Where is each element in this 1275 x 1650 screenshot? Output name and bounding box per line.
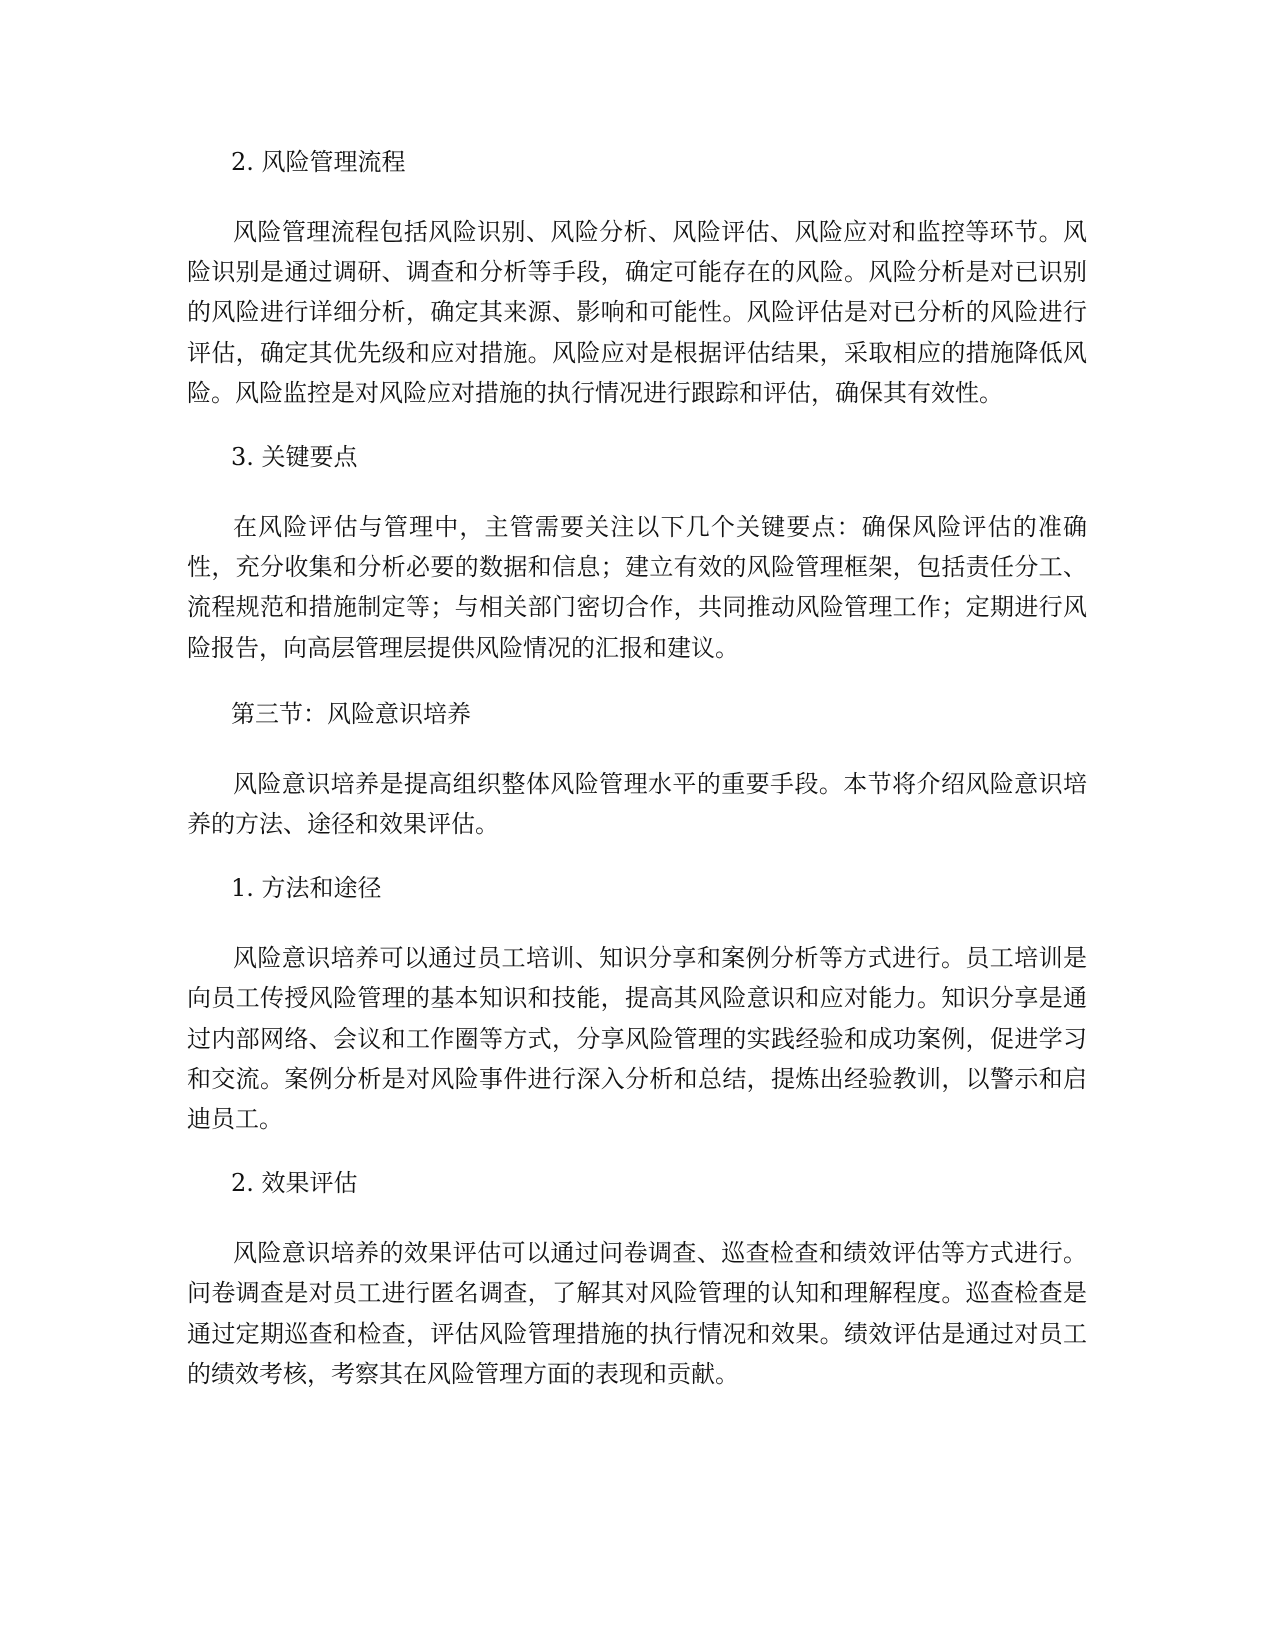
heading-effect-evaluation: 2. 效果评估 [231, 1169, 358, 1198]
paragraph-key-points: 在风险评估与管理中，主管需要关注以下几个关键要点：确保风险评估的准确性，充分收集和分析必要的数据和信息；建立有效的风险管理框架，包括责任分工、流程规范和措施制定等；与相关部门密切合作，共同推动风险管理工作；定期进行风险报告，向高层管理层提供风险情况的汇报和建议。 [187, 513, 1087, 662]
heading-risk-management-process: 2. 风险管理流程 [231, 148, 406, 176]
heading-key-points: 3. 关键要点 [231, 443, 358, 472]
paragraph-risk-awareness-intro: 风险意识培养是提高组织整体风险管理水平的重要手段。本节将介绍风险意识培养的方法、途径和效果评估。 [187, 769, 1087, 839]
paragraph-effect-evaluation: 风险意识培养的效果评估可以通过问卷调查、巡查检查和绩效评估等方式进行。问卷调查是对员工进行匿名调查，了解其对风险管理的认知和理解程度。巡查检查是通过定期巡查和检查，评估风险管理措施的执行情况和效果。绩效评估是通过对员工的绩效考核，考察其在风险管理方面的表现和贡献。 [187, 1239, 1087, 1388]
heading-methods-and-channels: 1. 方法和途径 [231, 874, 382, 903]
paragraph-methods-and-channels: 风险意识培养可以通过员工培训、知识分享和案例分析等方式进行。员工培训是向员工传授风险管理的基本知识和技能，提高其风险意识和应对能力。知识分享是通过内部网络、会议和工作圈等方式，分享风险管理的实践经验和成功案例，促进学习和交流。案例分析是对风险事件进行深入分析和总结，提炼出经验教训，以警示和启迪员工。 [187, 944, 1087, 1134]
document-body [187, 142, 1087, 1394]
section-title-risk-awareness: 第三节：风险意识培养 [231, 699, 471, 728]
paragraph-risk-management-process: 风险管理流程包括风险识别、风险分析、风险评估、风险应对和监控等环节。风险识别是通过调研、调查和分析等手段，确定可能存在的风险。风险分析是对已识别的风险进行详细分析，确定其来源、影响和可能性。风险评估是对已分析的风险进行评估，确定其优先级和应对措施。风险应对是根据评估结果，采取相应的措施降低风险。风险监控是对风险应对措施的执行情况进行跟踪和评估，确保其有效性。 [187, 218, 1087, 407]
